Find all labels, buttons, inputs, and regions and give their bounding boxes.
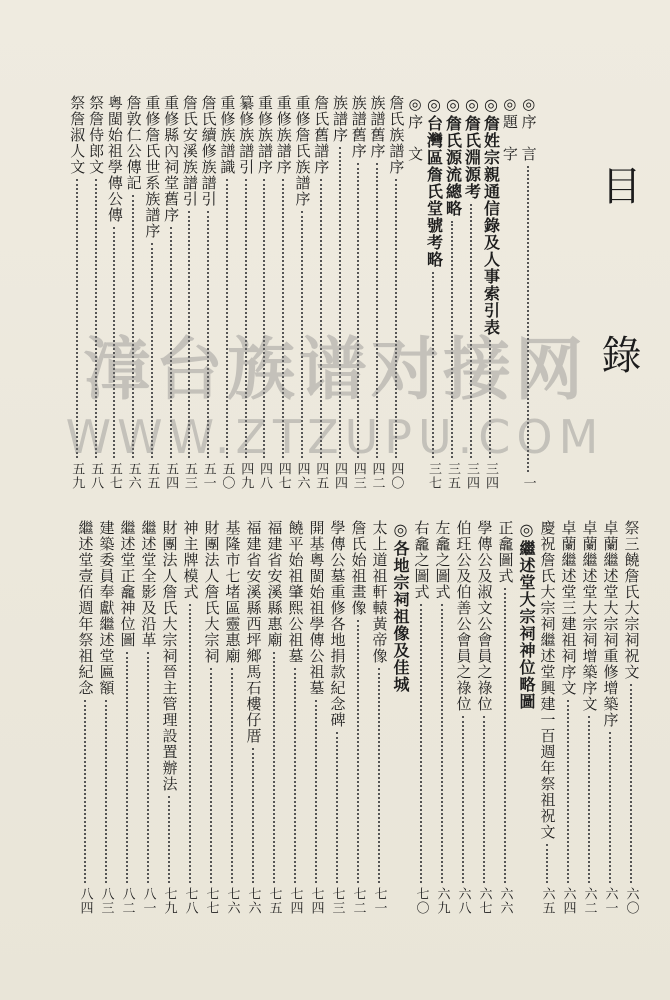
toc-entry-title: 福建省安溪縣惠廟 bbox=[265, 520, 284, 648]
toc-entry-page: 四五 bbox=[313, 462, 329, 490]
toc-entry bbox=[97, 520, 115, 915]
toc-entry-title: 重修詹氏世系族譜序 bbox=[143, 95, 162, 239]
leader-dots bbox=[462, 716, 464, 883]
toc-entry-title: 重修族譜序 bbox=[274, 95, 293, 175]
toc-entry-title: 重修族譜識 bbox=[218, 95, 237, 175]
toc-entry bbox=[559, 520, 577, 915]
toc-entry bbox=[160, 520, 178, 915]
toc-entry bbox=[433, 520, 451, 915]
toc-entry-title: ◎詹姓宗親通信錄及人事索引表 bbox=[481, 95, 501, 336]
toc-entry-page: 三四 bbox=[482, 462, 498, 490]
toc-entry bbox=[349, 520, 367, 915]
toc-entry-page: 七六 bbox=[224, 887, 240, 915]
toc-entry bbox=[601, 520, 619, 915]
toc-entry-title: 族譜舊序 bbox=[349, 95, 368, 159]
toc-entry-title: 正龕圖式 bbox=[496, 520, 515, 584]
leader-dots bbox=[168, 796, 170, 883]
toc-entry-title: ◎序 言 bbox=[519, 95, 538, 162]
leader-dots bbox=[504, 588, 506, 883]
page-title: 目 錄 bbox=[595, 165, 641, 432]
toc-entry bbox=[265, 520, 283, 915]
toc-entry-page: 四四 bbox=[332, 462, 348, 490]
toc-entry-title: 纂修族譜引 bbox=[237, 95, 256, 175]
toc-entry-page: 四七 bbox=[275, 462, 291, 490]
toc-entry-title: 福建省安溪縣西坪鄉馬石樓仔厝 bbox=[244, 520, 263, 744]
toc-entry-title: 財團法人詹氏大宗祠晉主管理設置辦法 bbox=[160, 520, 179, 792]
toc-entry-title: 祭詹淑人文 bbox=[68, 95, 87, 175]
toc-entry-title: 詹氏舊譜序 bbox=[312, 95, 331, 175]
leader-dots bbox=[273, 652, 275, 883]
toc-entry-title: 重修詹氏族譜序 bbox=[293, 95, 312, 207]
toc-entry bbox=[412, 520, 430, 915]
toc-entry-title: 太上道祖軒轅黃帝像 bbox=[370, 520, 389, 664]
toc-entry-title: ◎序 文 bbox=[406, 95, 425, 162]
toc-entry bbox=[181, 520, 199, 915]
toc-entry-page: 七二 bbox=[350, 887, 366, 915]
toc-entry-title: 粵閩始祖學傳公傳 bbox=[105, 95, 124, 223]
toc-entry bbox=[328, 520, 346, 915]
toc-entry-page: 五六 bbox=[125, 462, 141, 490]
toc-entry-page: 三五 bbox=[444, 462, 460, 490]
toc-entry-title: ◎題 字 bbox=[500, 95, 519, 162]
toc-entry bbox=[391, 520, 409, 915]
toc-entry-page: 四〇 bbox=[388, 462, 404, 490]
toc-entry-title: ◎台灣區詹氏堂號考略 bbox=[424, 95, 444, 268]
toc-entry-title: 伯玨公及伯善公會員之祿位 bbox=[454, 520, 473, 712]
toc-entry-title: 卓蘭繼述堂三建祖祠序文 bbox=[559, 520, 578, 696]
toc-entry-title: 學傳公及淑文公會員之祿位 bbox=[475, 520, 494, 712]
leader-dots bbox=[630, 684, 632, 883]
toc-entry-page: 七七 bbox=[203, 887, 219, 915]
toc-entry-title: 財團法人詹氏大宗祠 bbox=[202, 520, 221, 664]
toc-entry bbox=[622, 520, 640, 915]
toc-entry-title: ◎詹氏源流總略 bbox=[443, 95, 463, 217]
toc-entry-page: 七六 bbox=[245, 887, 261, 915]
leader-dots bbox=[252, 748, 254, 883]
toc-entry-title: 繼述堂正龕神位圖 bbox=[118, 520, 137, 648]
toc-entry bbox=[538, 520, 556, 915]
leader-dots bbox=[441, 604, 443, 883]
toc-entry-page: 五七 bbox=[106, 462, 122, 490]
leader-dots bbox=[189, 604, 191, 883]
toc-entry-page: 四九 bbox=[238, 462, 254, 490]
toc-entry-title: ◎繼述堂大宗祠神位略圖 bbox=[517, 520, 536, 710]
toc-entry-title: 祭三饒詹氏大宗祠祝文 bbox=[622, 520, 641, 680]
toc-entry-page: 四六 bbox=[294, 462, 310, 490]
toc-entry-page: 七九 bbox=[161, 887, 177, 915]
toc-entry-page: 七一 bbox=[371, 887, 387, 915]
toc-entry bbox=[286, 520, 304, 915]
leader-dots bbox=[567, 700, 569, 883]
toc-entry-page: 四二 bbox=[369, 462, 385, 490]
toc-entry-page: 五五 bbox=[144, 462, 160, 490]
toc-entry-page: 五四 bbox=[163, 462, 179, 490]
toc-entry-page: 七四 bbox=[287, 887, 303, 915]
toc-entry-title: 族譜舊序 bbox=[368, 95, 387, 159]
toc-entry-page: 八二 bbox=[119, 887, 135, 915]
toc-entry bbox=[223, 520, 241, 915]
toc-entry-page: 四八 bbox=[256, 462, 272, 490]
toc-entry bbox=[454, 520, 472, 915]
toc-entry bbox=[517, 520, 535, 915]
toc-entry-title: ◎詹氏淵源考 bbox=[462, 95, 482, 200]
toc-entry-page: 七三 bbox=[329, 887, 345, 915]
toc-entry-page: 六五 bbox=[539, 887, 555, 915]
toc-entry-title: 左龕之圖式 bbox=[433, 520, 452, 600]
watermark-title: 漳台族谱对接网 bbox=[82, 331, 587, 410]
toc-entry-page: 三四 bbox=[463, 462, 479, 490]
toc-entry bbox=[307, 520, 325, 915]
toc-entry-title: 卓蘭繼述堂大宗祠重修增築序 bbox=[601, 520, 620, 728]
leader-dots bbox=[84, 700, 86, 883]
toc-entry bbox=[118, 520, 136, 915]
leader-dots bbox=[315, 700, 317, 883]
toc-entry-page: 六一 bbox=[602, 887, 618, 915]
toc-entry-title: 慶祝詹氏大宗祠繼述堂興建一百週年祭祖祝文 bbox=[538, 520, 557, 840]
toc-entry bbox=[475, 520, 493, 915]
toc-entry-title: 開基粵閩始祖學傳公祖墓 bbox=[307, 520, 326, 696]
toc-bottom-section bbox=[60, 520, 640, 915]
toc-entry-title: 右龕之圖式 bbox=[412, 520, 431, 600]
toc-entry-page: 六二 bbox=[581, 887, 597, 915]
toc-entry-page: 七四 bbox=[308, 887, 324, 915]
toc-entry-page: 六四 bbox=[560, 887, 576, 915]
leader-dots bbox=[126, 652, 128, 883]
toc-entry-page: 五一 bbox=[200, 462, 216, 490]
toc-entry bbox=[202, 520, 220, 915]
toc-entry-page: 五八 bbox=[88, 462, 104, 490]
toc-entry-title: 饒平始祖肇熙公祖墓 bbox=[286, 520, 305, 664]
toc-entry bbox=[580, 520, 598, 915]
leader-dots bbox=[294, 668, 296, 883]
toc-entry-title: 詹氏族譜序 bbox=[387, 95, 406, 175]
leader-dots bbox=[105, 700, 107, 883]
toc-entry-page: 七〇 bbox=[413, 887, 429, 915]
toc-entry-page: 四三 bbox=[350, 462, 366, 490]
toc-entry bbox=[244, 520, 262, 915]
leader-dots bbox=[378, 668, 380, 883]
toc-entry-title: 重修縣內祠堂舊序 bbox=[162, 95, 181, 223]
toc-entry-page: 八一 bbox=[140, 887, 156, 915]
toc-entry-page: 六七 bbox=[476, 887, 492, 915]
toc-entry-title: ◎各地宗祠祖像及佳城 bbox=[391, 520, 410, 693]
leader-dots bbox=[357, 620, 359, 883]
leader-dots bbox=[420, 604, 422, 883]
toc-entry-page: 五九 bbox=[69, 462, 85, 490]
toc-entry-page: 六九 bbox=[434, 887, 450, 915]
leader-dots bbox=[546, 844, 548, 883]
leader-dots bbox=[483, 716, 485, 883]
toc-entry-title: 卓蘭繼述堂大宗祠增築序文 bbox=[580, 520, 599, 712]
toc-entry-title: 詹敦仁公傳記 bbox=[124, 95, 143, 191]
toc-entry-title: 建築委員奉獻繼述堂匾額 bbox=[97, 520, 116, 696]
toc-entry-page: 七八 bbox=[182, 887, 198, 915]
toc-entry-title: 族譜序 bbox=[331, 95, 350, 143]
toc-entry-title: 詹氏安溪族譜引 bbox=[180, 95, 199, 207]
toc-entry-title: 繼述堂壹佰週年祭祖紀念 bbox=[76, 520, 95, 696]
toc-entry-page: 五〇 bbox=[219, 462, 235, 490]
leader-dots bbox=[609, 732, 611, 883]
toc-entry-page: 六六 bbox=[497, 887, 513, 915]
toc-entry-title: 學傳公墓重修各地捐款紀念碑 bbox=[328, 520, 347, 728]
leader-dots bbox=[588, 716, 590, 883]
leader-dots bbox=[231, 668, 233, 883]
toc-entry-title: 詹氏續修族譜引 bbox=[199, 95, 218, 207]
leader-dots bbox=[336, 732, 338, 883]
toc-entry-title: 重修族譜序 bbox=[255, 95, 274, 175]
toc-entry-title: 繼述堂全影及沿革 bbox=[139, 520, 158, 648]
toc-entry-page: 八三 bbox=[98, 887, 114, 915]
toc-entry-page: 六〇 bbox=[623, 887, 639, 915]
watermark bbox=[0, 330, 670, 462]
leader-dots bbox=[147, 652, 149, 883]
watermark-url: WWW.ZTZUPU.COM bbox=[65, 409, 605, 464]
toc-entry-title: 祭詹侍郎文 bbox=[87, 95, 106, 175]
leader-dots bbox=[210, 668, 212, 883]
toc-entry-page: 六八 bbox=[455, 887, 471, 915]
toc-entry-page: 五三 bbox=[181, 462, 197, 490]
toc-entry-page: 一 bbox=[520, 476, 536, 490]
toc-entry bbox=[496, 520, 514, 915]
toc-entry bbox=[370, 520, 388, 915]
toc-entry-title: 基隆市七堵區靈惠廟 bbox=[223, 520, 242, 664]
toc-entry-page: 七五 bbox=[266, 887, 282, 915]
toc-entry-page: 三七 bbox=[425, 462, 441, 490]
toc-entry bbox=[139, 520, 157, 915]
toc-entry-title: 神主牌模式 bbox=[181, 520, 200, 600]
toc-entry-title: 詹氏始祖畫像 bbox=[349, 520, 368, 616]
toc-entry bbox=[76, 520, 94, 915]
toc-entry-page: 八四 bbox=[77, 887, 93, 915]
